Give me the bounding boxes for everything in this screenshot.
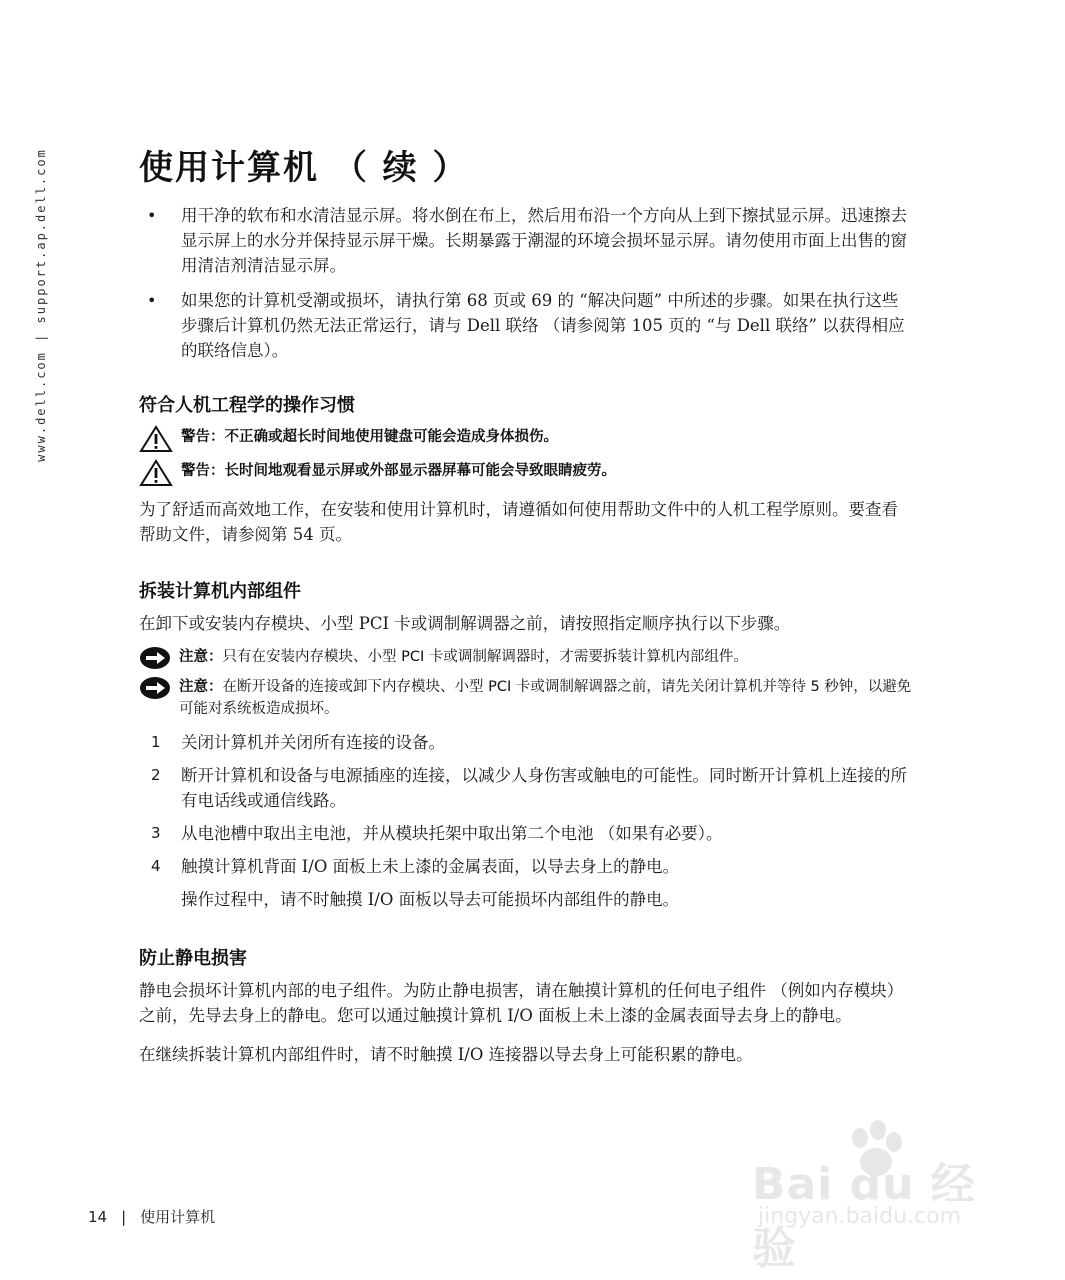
warning-row	[139, 459, 914, 487]
step-item	[139, 821, 914, 846]
step-number: 2	[151, 766, 161, 784]
notice-text	[179, 646, 748, 668]
sidebar-url	[26, 140, 56, 470]
warning-row	[139, 425, 914, 453]
baidu-watermark	[752, 1124, 1002, 1274]
bullet-dot: •	[147, 291, 157, 310]
esd-paragraph-2: 在继续拆装计算机内部组件时，请不时触摸 I/O 连接器以导去身上可能积累的静电。	[139, 1045, 753, 1064]
section-heading-ergonomics: 符合人机工程学的操作习惯	[139, 395, 355, 416]
step-note: 操作过程中，请不时触摸 I/O 面板以导去可能损坏内部组件的静电。	[181, 890, 680, 909]
sidebar-url-text: www.dell.com | support.ap.dell.com	[34, 148, 49, 462]
warning-triangle-icon	[139, 425, 173, 453]
notice-row	[139, 676, 914, 720]
notice-text	[179, 676, 914, 720]
step-number: 1	[151, 733, 161, 751]
warning-text: 警告：长时间地观看显示屏或外部显示器屏幕可能会导致眼睛疲劳。	[181, 463, 616, 479]
step-item	[139, 730, 914, 755]
bullet-dot: •	[147, 206, 157, 225]
step-item	[139, 763, 914, 813]
step-number: 4	[151, 857, 161, 875]
notice-label: 注意：	[179, 649, 223, 665]
bullet-text: 如果您的计算机受潮或损坏，请执行第 68 页或 69 的 “解决问题” 中所述的步骤。如果在执行这些步骤后计算机仍然无法正常运行，请与 Dell 联络 （请参阅第 105 页的 “与 Dell 联络” 以获得相应的联络信息）。	[181, 291, 905, 360]
step-text: 断开计算机和设备与电源插座的连接，以减少人身伤害或触电的可能性。同时断开计算机上连接的所有电话线或通信线路。	[181, 766, 907, 810]
internal-intro: 在卸下或安装内存模块、小型 PCI 卡或调制解调器之前，请按照指定顺序执行以下步骤。	[139, 614, 791, 633]
step-text: 从电池槽中取出主电池，并从模块托架中取出第二个电池 （如果有必要）。	[181, 824, 723, 843]
step-text: 关闭计算机并关闭所有连接的设备。	[181, 733, 445, 752]
notice-arrow-icon	[139, 646, 171, 670]
section-heading-esd: 防止静电损害	[139, 948, 247, 969]
notice-body: 只有在安装内存模块、小型 PCI 卡或调制解调器时，才需要拆装计算机内部组件。	[222, 649, 748, 665]
notice-row	[139, 646, 914, 670]
notice-body: 在断开设备的连接或卸下内存模块、小型 PCI 卡或调制解调器之前，请先关闭计算机并等待 5 秒钟，以避免可能对系统板造成损坏。	[179, 679, 912, 717]
bullet-text: 用干净的软布和水清洁显示屏。将水倒在布上，然后用布沿一个方向从上到下擦拭显示屏。迅速擦去显示屏上的水分并保持显示屏干燥。长期暴露于潮湿的环境会损坏显示屏。请勿使用市面上出售的窗用清洁剂清洁显示屏。	[181, 206, 907, 275]
warning-text: 警告：不正确或超长时间地使用键盘可能会造成身体损伤。	[181, 429, 558, 445]
notice-arrow-icon	[139, 676, 171, 700]
step-text: 触摸计算机背面 I/O 面板上未上漆的金属表面，以导去身上的静电。	[181, 857, 680, 876]
esd-paragraph-1: 静电会损坏计算机内部的电子组件。为防止静电损害，请在触摸计算机的任何电子组件 （例如内存模块）之前，先导去身上的静电。您可以通过触摸计算机 I/O 面板上未上漆的金属表面导去身上的静电。	[139, 981, 904, 1025]
list-item	[139, 203, 914, 278]
section-heading-internal: 拆装计算机内部组件	[139, 581, 301, 602]
list-item	[139, 288, 914, 363]
watermark-url: jingyan.baidu.com	[758, 1204, 962, 1229]
warning-triangle-icon	[139, 459, 173, 487]
footer-separator: |	[121, 1208, 127, 1226]
page-content	[139, 140, 914, 1067]
step-number: 3	[151, 824, 161, 842]
ergonomics-paragraph: 为了舒适而高效地工作，在安装和使用计算机时，请遵循如何使用帮助文件中的人机工程学原则。要查看帮助文件，请参阅第 54 页。	[139, 500, 898, 544]
page-number: 14	[88, 1208, 108, 1226]
page-title: 使用计算机 （ 续 ）	[139, 148, 469, 188]
step-item	[139, 854, 914, 879]
page-footer	[88, 1206, 215, 1227]
footer-section: 使用计算机	[140, 1208, 216, 1226]
notice-label: 注意：	[179, 679, 223, 695]
watermark-brand: Bai du 经验	[752, 1159, 976, 1274]
